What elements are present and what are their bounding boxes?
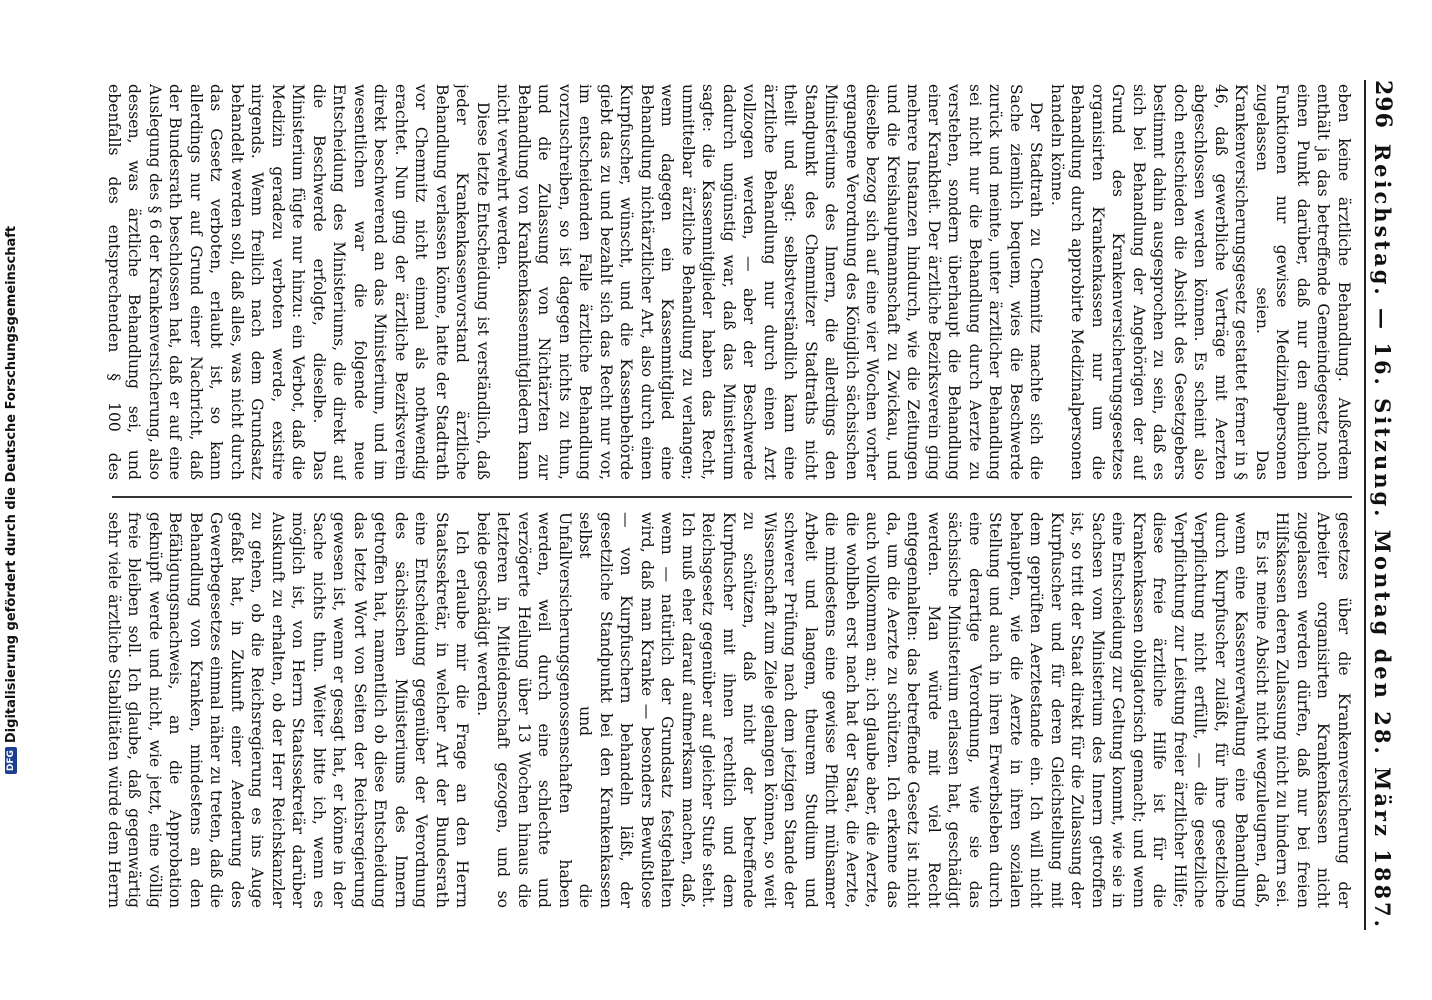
paragraph: Diese letzte Entscheidung ist verständlich, daß jeder Krankenkassenvorstand ärztliche Behandlung verlassen könne, hatte der Stadtrath vor Chemnitz nicht einmal als nothwendig erachtet. Nun ging der ärztliche Bezirksverein direkt beschwerend an das Ministerium, und im wesentlichen war die folgende neue Entscheidung des Ministeriums, die direkt auf die Beschwerde erfolgte, dieselbe. Das Ministerium fügte nur hinzu: ein Verbot, daß die Medizin geradezu verboten werde, existire nirgends. Wenn freilich nach dem Grundsatz behandelt werden soll, daß alles, was nicht durch das Gesetz verboten, erlaubt ist, so kann allerdings nur auf Grund einer Nachricht, daß der Bundesrath beschlossen hat, daß er auf eine Auslegung des § 6 der Krankenversicherung, also dessen, was ärztliche Behandlung sei, und ebenfalls des entsprechenden § 100 des bbox=[105, 84, 492, 480]
column-divider bbox=[112, 496, 1352, 498]
paragraph: gesetzes über die Krankenversicherung der Arbeiter organisirten Krankenkassen nicht zugelassen werden dürfen, daß nur bei freien Hilfskassen deren Zulassung nicht zu hindern sei. bbox=[1273, 512, 1353, 908]
running-title: Reichstag. — 16. Sitzung. Montag den 28. März 1887. bbox=[1370, 143, 1395, 930]
footer-text: Digitalisierung gefördert durch die Deutsche Forschungsgemeinschaft bbox=[3, 225, 19, 744]
page-number: 296 bbox=[1370, 80, 1396, 129]
paragraph: Der Stadtrath zu Chemnitz machte sich die Sache ziemlich bequem, wies die Beschwerde zurück und meinte, unter ärztlicher Behandlung sei nicht nur die Behandlung durch Aerzte zu verstehen, sondern überhaupt die Behandlung einer Krankheit. Der ärztliche Bezirksverein ging mehrere Instanzen hindurch, wie die Zeitungen und die Kreishauptmannschaft zu Zwickau, und dieselbe bezog sich auf eine vier Wochen vorher ergangene Verordnung des Königlich sächsischen Ministeriums des Innern, die allerdings den Standpunkt des Chemnitzer Stadtraths nicht theilt und sagt: selbstverständlich kann eine ärztliche Behandlung nur durch einen Arzt vollzogen werden, — aber der Beschwerde dadurch ungünstig war, daß das Ministerium sagte: die Kassenmitglieder haben das Recht, unmittelbar ärztliche Behandlung zu verlangen; wenn dagegen ein Kassenmitglied eine Behandlung nichtärztlicher Art, also durch einen Kurpfuscher, wünscht, und die Kassenbehörde giebt das zu und bezahlt sich das Recht nur vor, im entscheidenden Falle ärztliche Behandlung vorzuschreiben, so ist dagegen nichts zu thun, und die Zulassung von Nichtärzten zur Behandlung von Krankenkassenmitgliedern kann nicht verwehrt werden. bbox=[494, 84, 1046, 480]
paragraph: eben keine ärztliche Behandlung. Außerdem enthält ja das betreffende Gemeindegesetz noch einen Punkt darüber, daß nur den amtlichen Funktionen nur gewisse Medizinalpersonen zugelassen seien. Das Krankenversicherungsgesetz gestattet ferner in § 46, daß gewerbliche Verträge mit Aerzten abgeschlossen werden können. Es scheint also doch entschieden die Absicht des Gesetzgebers bestimmt dahin ausgesprochen zu sein, daß es sich bei Behandlung der Angehörigen der auf Grund des Krankenversicherungsgesetzes organisirten Krankenkassen nur um die Behandlung durch approbirte Medizinalpersonen handeln könne. bbox=[1048, 84, 1353, 480]
left-text-column bbox=[104, 84, 1354, 480]
dfg-logo-icon: DFG bbox=[5, 747, 17, 774]
right-text-column bbox=[104, 512, 1354, 908]
paragraph: Ich erlaube mir die Frage an den Herrn Staatssekretär, in welcher Art der Bundesrath eine Entscheidung gegenüber der Verordnung des sächsischen Ministeriums des Innern getroffen hat, namentlich ob diese Entscheidung das letzte Wort von Seiten der Reichsregierung gewesen ist, wenn er gesagt hat, er könne in der Sache nichts thun. Weiter bitte ich, wenn es möglich ist, von Herrn Staatssekretär darüber Auskunft zu erhalten, ob der Herr Reichskanzler zu gehen, ob die Reichsregierung es ins Auge gefaßt hat, in Zukunft einer Aenderung des Gewerbegesetzes einmal näher zu treten, daß die Behandlung von Kranken, mindestens an den Befähigungsnachweis, an die Approbation geknüpft werde und nicht, wie jetzt, eine völlig freie bleiben soll. Ich glaube, daß gegenwärtig sehr viele ärztliche Stabilitäten würde dem Herrn bbox=[105, 512, 472, 908]
digitization-footer bbox=[0, 0, 22, 1000]
page-header bbox=[1364, 80, 1408, 930]
paragraph: Es ist meine Absicht nicht wegzuleugnen, daß, wenn eine Kassenverwaltung eine Behandlung durch Kurpfuscher zuläßt, für ihre gesetzliche Verpflichtung nicht erfüllt, — die gesetzliche Verpflichtung zur Leistung freier ärztlicher Hilfe; diese freie ärztliche Hilfe ist für die Krankenkassen obligatorisch gemacht; und wenn eine Entscheidung zur Geltung kommt, wie sie in Sachsen vom Ministerium des Innern getroffen ist, so tritt der Staat direkt für die Zulassung der Kurpfuscher und für deren Gleichstellung mit dem geprüften Aerztestande ein. Ich will nicht behaupten, wie die Aerzte in ihren sozialen Stellung und auch in ihren Erwerbsleben durch eine derartige Verordnung, wie sie das sächsische Ministerium erlassen hat, geschädigt werden. Man würde mit viel Recht entgegenhalten: das betreffende Gesetz ist nicht da, um die Aerzte zu schützen. Ich erkenne das auch vollkommen an; ich glaube aber, die Aerzte, die wohlbeh erst nach hat der Staat, die Aerzte, die mindestens eine gewisse Pflicht mühsamer Arbeit und langem, theurem Studium und schwerer Prüfung nach dem jetzigen Stande der Wissenschaft zum Ziele gelangen können, so weit zu schützen, daß nicht der betreffende Kurpfuscher mit ihnen rechtlich und dem Reichsgesetz gegenüber auf gleicher Stufe steht. Ich muß eher darauf aufmerksam machen, daß, wenn — natürlich der Grundsatz festgehalten wird, daß man Kranke — besonders Bewußtlose — von Kurpfuschern behandeln läßt, der gesetzliche Standpunkt bei den Krankenkassen selbst und die Unfallversicherungsgenossenschaften haben werden, weil durch eine schlechte und verzögerte Heilung über 13 Wochen hinaus die letzteren in Mitleidenschaft gezogen, und so beide geschädigt werden. bbox=[474, 512, 1271, 908]
